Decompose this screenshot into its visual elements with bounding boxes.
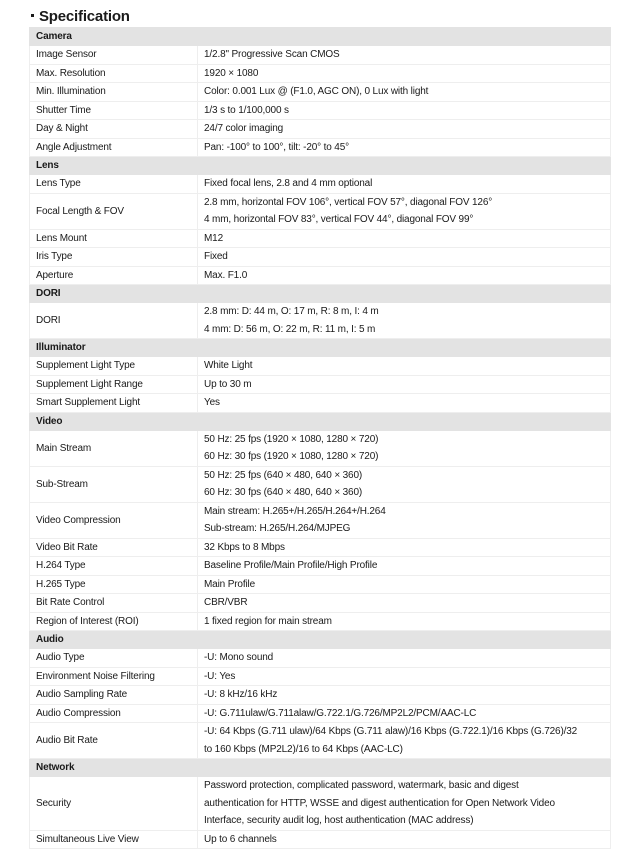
section-title: Lens: [30, 157, 611, 175]
spec-label: Min. Illumination: [30, 83, 198, 102]
section-title: Video: [30, 412, 611, 430]
spec-value-line: to 160 Kbps (MP2L2)/16 to 64 Kbps (AAC-LC): [204, 743, 403, 755]
spec-row: [30, 667, 611, 686]
spec-label: Bit Rate Control: [30, 594, 198, 613]
spec-row: [30, 357, 611, 376]
section-header-illuminator: [30, 339, 611, 357]
spec-label: Security: [30, 777, 198, 831]
spec-value: [198, 394, 611, 413]
spec-value-line: -U: Mono sound: [204, 652, 274, 663]
spec-value: [198, 248, 611, 267]
spec-row: [30, 649, 611, 668]
spec-row: [30, 229, 611, 248]
spec-row: [30, 120, 611, 139]
spec-value-line: Max. F1.0: [204, 269, 248, 281]
spec-value-line: Yes: [204, 397, 220, 408]
section-title: Illuminator: [30, 339, 611, 357]
spec-label: Smart Supplement Light: [30, 394, 198, 413]
spec-value-line: 32 Kbps to 8 Mbps: [204, 541, 285, 553]
spec-label: Supplement Light Type: [30, 357, 198, 376]
spec-value-line: 60 Hz: 30 fps (640 × 480, 640 × 360): [204, 487, 363, 498]
spec-row: [30, 466, 611, 502]
spec-row: [30, 193, 611, 229]
spec-value-line: Baseline Profile/Main Profile/High Profile: [204, 560, 378, 571]
spec-value-line: Password protection, complicated password, watermark, basic and digest: [204, 780, 519, 791]
spec-value-line: Interface, security audit log, host authentication (MAC address): [204, 815, 474, 826]
spec-value: [198, 46, 611, 65]
section-title: Camera: [30, 28, 611, 46]
spec-label: Sub-Stream: [30, 466, 198, 502]
spec-label: Supplement Light Range: [30, 375, 198, 394]
spec-value-line: 4 mm, horizontal FOV 83°, vertical FOV 44°, diagonal FOV 99°: [204, 214, 474, 225]
spec-row: [30, 64, 611, 83]
spec-label: Environment Noise Filtering: [30, 667, 198, 686]
spec-value: [198, 101, 611, 120]
spec-row: [30, 394, 611, 413]
spec-row: [30, 303, 611, 339]
spec-value-line: -U: 64 Kbps (G.711 ulaw)/64 Kbps (G.711 alaw)/16 Kbps (G.722.1)/16 Kbps (G.726)/32: [204, 726, 578, 737]
spec-label: Video Compression: [30, 502, 198, 538]
spec-label: Image Sensor: [30, 46, 198, 65]
spec-row: [30, 612, 611, 631]
section-header-network: [30, 759, 611, 777]
spec-value: [198, 175, 611, 194]
spec-value: [198, 612, 611, 631]
spec-value-line: 50 Hz: 25 fps (640 × 480, 640 × 360): [204, 469, 363, 481]
spec-value: [198, 667, 611, 686]
section-title: DORI: [30, 285, 611, 303]
section-header-lens: [30, 157, 611, 175]
spec-value-line: -U: 8 kHz/16 kHz: [204, 689, 278, 700]
spec-label: DORI: [30, 303, 198, 339]
spec-label: H.265 Type: [30, 575, 198, 594]
spec-value: [198, 303, 611, 339]
spec-value-line: White Light: [204, 360, 253, 371]
spec-row: [30, 830, 611, 849]
spec-value: [198, 649, 611, 668]
spec-value-line: Fixed focal lens, 2.8 and 4 mm optional: [204, 178, 373, 189]
spec-value-line: Up to 30 m: [204, 378, 252, 390]
spec-value-line: 1 fixed region for main stream: [204, 615, 332, 627]
spec-row: [30, 594, 611, 613]
spec-label: Simultaneous Live View: [30, 830, 198, 849]
spec-value: [198, 686, 611, 705]
section-title: Network: [30, 759, 611, 777]
spec-value-line: 2.8 mm: D: 44 m, O: 17 m, R: 8 m, I: 4 m: [204, 306, 379, 317]
spec-row: [30, 248, 611, 267]
spec-row: [30, 557, 611, 576]
spec-value: [198, 138, 611, 157]
spec-value-line: Main Profile: [204, 578, 255, 590]
spec-row: [30, 686, 611, 705]
bullet-icon: [31, 14, 34, 17]
spec-value-line: 1920 × 1080: [204, 67, 259, 79]
spec-value-line: 4 mm: D: 56 m, O: 22 m, R: 11 m, I: 5 m: [204, 323, 376, 335]
spec-label: Aperture: [30, 266, 198, 285]
spec-value-line: 1/2.8" Progressive Scan CMOS: [204, 49, 340, 60]
section-header-camera: [30, 28, 611, 46]
spec-row: [30, 46, 611, 65]
spec-label: Angle Adjustment: [30, 138, 198, 157]
spec-value: [198, 502, 611, 538]
spec-value-line: 1/3 s to 1/100,000 s: [204, 104, 289, 116]
spec-value: [198, 557, 611, 576]
spec-value: [198, 704, 611, 723]
spec-value: [198, 430, 611, 466]
page-title-text: Specification: [39, 8, 130, 25]
spec-value-line: Fixed: [204, 251, 228, 262]
spec-table-body: [30, 28, 611, 849]
spec-label: Main Stream: [30, 430, 198, 466]
spec-row: [30, 266, 611, 285]
spec-row: [30, 704, 611, 723]
spec-row: [30, 430, 611, 466]
spec-value: [198, 193, 611, 229]
spec-label: Audio Bit Rate: [30, 723, 198, 759]
spec-label: H.264 Type: [30, 557, 198, 576]
spec-row: [30, 375, 611, 394]
spec-value: [198, 538, 611, 557]
spec-table: [29, 27, 611, 849]
spec-value-line: -U: G.711ulaw/G.711alaw/G.722.1/G.726/MP2L2/PCM/AAC-LC: [204, 707, 477, 719]
spec-value-line: Sub-stream: H.265/H.264/MJPEG: [204, 523, 351, 534]
spec-value-line: Main stream: H.265+/H.265/H.264+/H.264: [204, 505, 386, 517]
spec-value-line: Pan: -100° to 100°, tilt: -20° to 45°: [204, 141, 349, 153]
spec-value: [198, 64, 611, 83]
section-header-audio: [30, 631, 611, 649]
spec-value-line: M12: [204, 232, 224, 244]
spec-row: [30, 83, 611, 102]
spec-row: [30, 538, 611, 557]
section-header-dori: [30, 285, 611, 303]
spec-label: Region of Interest (ROI): [30, 612, 198, 631]
spec-row: [30, 575, 611, 594]
spec-row: [30, 502, 611, 538]
spec-row: [30, 777, 611, 831]
spec-value: [198, 229, 611, 248]
spec-value: [198, 594, 611, 613]
spec-value: [198, 120, 611, 139]
spec-value-line: CBR/VBR: [204, 597, 248, 608]
spec-value-line: 24/7 color imaging: [204, 123, 284, 134]
spec-label: Max. Resolution: [30, 64, 198, 83]
spec-value: [198, 357, 611, 376]
spec-value-line: 2.8 mm, horizontal FOV 106°, vertical FOV 57°, diagonal FOV 126°: [204, 196, 493, 208]
spec-value: [198, 830, 611, 849]
spec-label: Video Bit Rate: [30, 538, 198, 557]
spec-value-line: authentication for HTTP, WSSE and digest authentication for Open Network Video: [204, 797, 555, 809]
spec-value-line: 50 Hz: 25 fps (1920 × 1080, 1280 × 720): [204, 433, 379, 445]
spec-label: Audio Type: [30, 649, 198, 668]
spec-value: [198, 83, 611, 102]
section-header-video: [30, 412, 611, 430]
spec-value: [198, 266, 611, 285]
page-title: [31, 8, 130, 25]
spec-label: Iris Type: [30, 248, 198, 267]
spec-value: [198, 466, 611, 502]
spec-label: Audio Compression: [30, 704, 198, 723]
spec-label: Lens Type: [30, 175, 198, 194]
spec-value-line: 60 Hz: 30 fps (1920 × 1080, 1280 × 720): [204, 451, 379, 462]
spec-label: Day & Night: [30, 120, 198, 139]
spec-row: [30, 723, 611, 759]
spec-value-line: Color: 0.001 Lux @ (F1.0, AGC ON), 0 Lux with light: [204, 86, 429, 97]
spec-value: [198, 575, 611, 594]
spec-value-line: -U: Yes: [204, 670, 236, 682]
spec-value: [198, 723, 611, 759]
spec-label: Lens Mount: [30, 229, 198, 248]
spec-label: Focal Length & FOV: [30, 193, 198, 229]
spec-value: [198, 375, 611, 394]
spec-label: Shutter Time: [30, 101, 198, 120]
section-title: Audio: [30, 631, 611, 649]
spec-value-line: Up to 6 channels: [204, 833, 277, 845]
spec-value: [198, 777, 611, 831]
spec-row: [30, 101, 611, 120]
spec-row: [30, 175, 611, 194]
spec-label: Audio Sampling Rate: [30, 686, 198, 705]
spec-row: [30, 138, 611, 157]
